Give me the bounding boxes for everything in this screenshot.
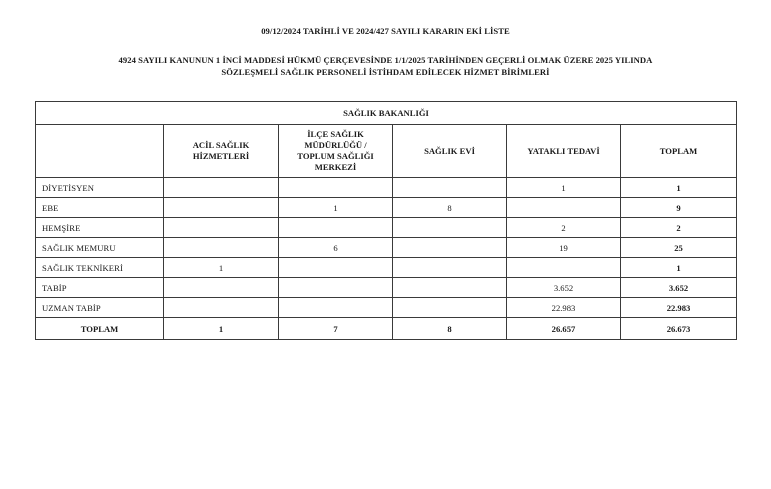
cell-toplam: 9: [621, 198, 737, 218]
cell-ilce: 1: [279, 198, 393, 218]
cell-saglik-evi: [393, 298, 507, 318]
cell-toplam: 1: [621, 258, 737, 278]
cell-ilce: [279, 218, 393, 238]
row-title: SAĞLIK MEMURU: [36, 238, 164, 258]
row-title: UZMAN TABİP: [36, 298, 164, 318]
total-acil: 1: [164, 318, 279, 340]
total-yatakli: 26.657: [507, 318, 621, 340]
cell-acil: [164, 178, 279, 198]
column-header-yatakli: [507, 125, 621, 178]
document-title: 09/12/2024 TARİHLİ VE 2024/427 SAYILI KARARIN EKİ LİSTE: [261, 26, 510, 36]
cell-acil: [164, 218, 279, 238]
cell-saglik-evi: [393, 178, 507, 198]
column-header-line: MÜDÜRLÜĞÜ /: [304, 140, 367, 150]
cell-acil: [164, 298, 279, 318]
table-total-row: [36, 318, 737, 340]
table-row-ebe: [36, 198, 737, 218]
ministry-header-row: [36, 102, 737, 125]
cell-ilce: 6: [279, 238, 393, 258]
staffing-table: [35, 101, 737, 340]
cell-ilce: [279, 278, 393, 298]
row-title: SAĞLIK TEKNİKERİ: [36, 258, 164, 278]
row-title: HEMŞİRE: [36, 218, 164, 238]
cell-toplam: 3.652: [621, 278, 737, 298]
column-header-row: [36, 125, 737, 178]
table-row-diyetisyen: [36, 178, 737, 198]
column-header-line: MERKEZİ: [314, 162, 357, 172]
column-header-line: HİZMETLERİ: [192, 151, 250, 161]
cell-ilce: [279, 298, 393, 318]
cell-toplam: 25: [621, 238, 737, 258]
total-ilce: 7: [279, 318, 393, 340]
table-row-uzman-tabip: [36, 298, 737, 318]
table-row-tabip: [36, 278, 737, 298]
cell-saglik-evi: [393, 258, 507, 278]
row-title: TABİP: [36, 278, 164, 298]
total-toplam: 26.673: [621, 318, 737, 340]
table-row-saglik-teknikeri: [36, 258, 737, 278]
cell-saglik-evi: 8: [393, 198, 507, 218]
total-row-title: TOPLAM: [36, 318, 164, 340]
cell-saglik-evi: [393, 238, 507, 258]
cell-yatakli: 22.983: [507, 298, 621, 318]
cell-saglik-evi: [393, 218, 507, 238]
cell-toplam: 1: [621, 178, 737, 198]
cell-acil: [164, 238, 279, 258]
column-header-line: İLÇE SAĞLIK: [307, 129, 364, 139]
cell-toplam: 2: [621, 218, 737, 238]
column-header-saglik-evi: [393, 125, 507, 178]
ministry-name: SAĞLIK BAKANLIĞI: [36, 102, 737, 125]
cell-toplam: 22.983: [621, 298, 737, 318]
row-title: EBE: [36, 198, 164, 218]
table-row-hemsire: [36, 218, 737, 238]
column-header-line: ACİL SAĞLIK: [192, 140, 250, 150]
cell-yatakli: [507, 198, 621, 218]
cell-ilce: [279, 258, 393, 278]
cell-yatakli: [507, 258, 621, 278]
column-header-title: [36, 125, 164, 178]
cell-acil: 1: [164, 258, 279, 278]
column-header-line: TOPLUM SAĞLIĞI: [297, 151, 374, 161]
cell-yatakli: 19: [507, 238, 621, 258]
column-header-line: TOPLAM: [659, 145, 698, 156]
document-subtitle-line-2: SÖZLEŞMELİ SAĞLIK PERSONELİ İSTİHDAM EDİLECEK HİZMET BİRİMLERİ: [221, 67, 550, 77]
column-header-line: YATAKLI TEDAVİ: [527, 145, 600, 156]
cell-yatakli: 1: [507, 178, 621, 198]
column-header-acil: [164, 125, 279, 178]
table-row-saglik-memuru: [36, 238, 737, 258]
document-subtitle-line-1: 4924 SAYILI KANUNUN 1 İNCİ MADDESİ HÜKMÜ ÇERÇEVESİNDE 1/1/2025 TARİHİNDEN GEÇERLİ OLMAK ÜZERE 2025 YILINDA: [118, 55, 653, 65]
column-header-ilce: [279, 125, 393, 178]
cell-ilce: [279, 178, 393, 198]
cell-yatakli: 2: [507, 218, 621, 238]
cell-acil: [164, 198, 279, 218]
column-header-line: SAĞLIK EVİ: [424, 145, 475, 156]
cell-acil: [164, 278, 279, 298]
total-saglik-evi: 8: [393, 318, 507, 340]
column-header-toplam: [621, 125, 737, 178]
row-title: DİYETİSYEN: [36, 178, 164, 198]
cell-saglik-evi: [393, 278, 507, 298]
cell-yatakli: 3.652: [507, 278, 621, 298]
